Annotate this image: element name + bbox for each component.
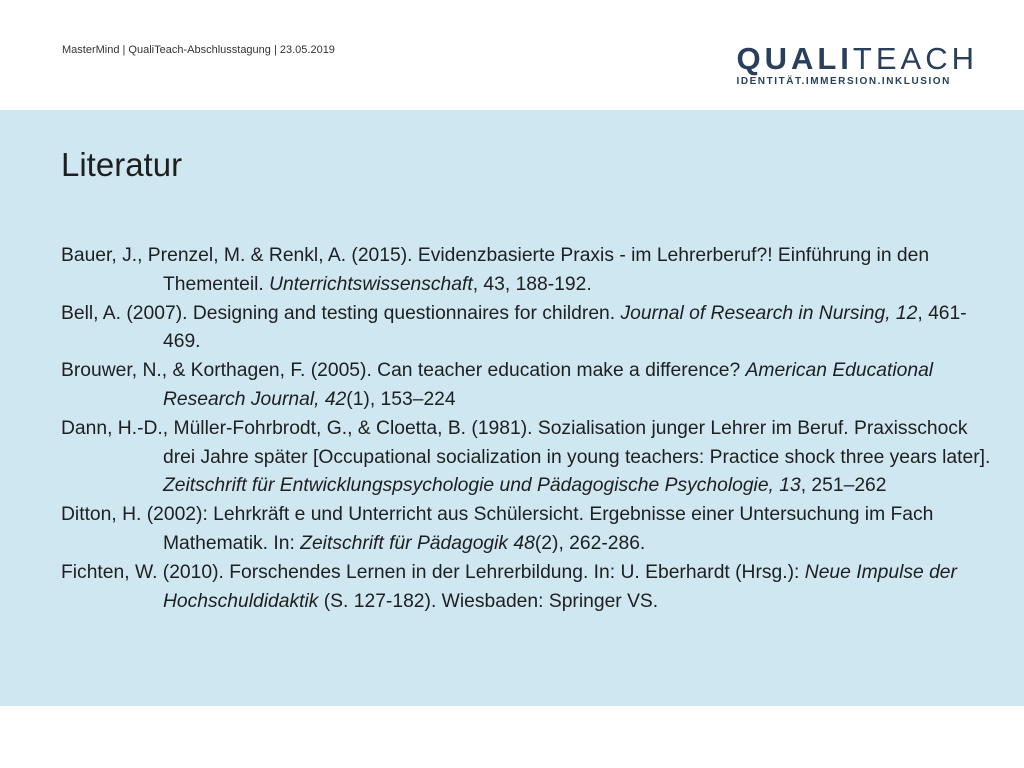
logo-word-light: TEACH	[852, 41, 978, 76]
reference-list	[61, 242, 991, 616]
reference-text: Bell, A. (2007). Designing and testing questionnaires for children.	[61, 302, 621, 324]
logo-wordmark	[736, 41, 978, 76]
qualiteach-logo	[736, 41, 978, 87]
slide-header	[0, 0, 1024, 110]
reference-item	[61, 559, 991, 617]
logo-word-bold: QUALI	[736, 41, 853, 76]
reference-tail: , 251–262	[800, 475, 887, 497]
reference-source: Journal of Research in Nursing, 12	[620, 302, 918, 324]
reference-item	[61, 300, 991, 358]
reference-item	[61, 501, 991, 559]
reference-source: Zeitschrift für Entwicklungspsychologie und Pädagogische Psychologie, 13	[163, 475, 801, 497]
reference-source: Unterrichtswissenschaft	[269, 273, 473, 295]
reference-text: Ditton, H. (2002): Lehrkräft e und Unterricht aus Schülersicht. Ergebnisse einer Untersuchung im Fach Mathematik. In:	[61, 504, 934, 554]
reference-item	[61, 242, 991, 300]
slide-content	[0, 110, 1024, 706]
header-meta-text: MasterMind | QualiTeach-Abschlusstagung | 23.05.2019	[62, 44, 335, 56]
reference-item	[61, 357, 991, 415]
slide-title: Literatur	[61, 146, 183, 183]
reference-tail: , 43, 188-192.	[472, 273, 592, 295]
reference-tail: (1), 153–224	[346, 388, 456, 410]
reference-text: Brouwer, N., & Korthagen, F. (2005). Can teacher education make a difference?	[61, 360, 746, 382]
logo-tagline: IDENTITÄT.IMMERSION.INKLUSION	[736, 76, 951, 87]
reference-text: Bauer, J., Prenzel, M. & Renkl, A. (2015). Evidenzbasierte Praxis - im Lehrerberuf?! Einführung in den Thementeil.	[61, 245, 930, 295]
reference-text: Fichten, W. (2010). Forschendes Lernen in der Lehrerbildung. In: U. Eberhardt (Hrsg.):	[61, 561, 805, 583]
reference-source: Zeitschrift für Pädagogik 48	[300, 532, 535, 554]
reference-tail: (2), 262-286.	[534, 532, 646, 554]
reference-text: Dann, H.-D., Müller-Fohrbrodt, G., & Cloetta, B. (1981). Sozialisation junger Lehrer im Beruf. Praxisschock drei Jahre später [Occupational socialization in young teachers: Practice shock three years later].	[61, 417, 991, 468]
reference-source: Neue Impulse der Hochschuldidaktik	[163, 561, 957, 612]
reference-tail: , 461-469.	[163, 302, 967, 353]
reference-item	[61, 415, 991, 501]
reference-tail: (S. 127-182). Wiesbaden: Springer VS.	[318, 590, 659, 612]
reference-source: American Educational Research Journal, 42	[163, 360, 934, 410]
